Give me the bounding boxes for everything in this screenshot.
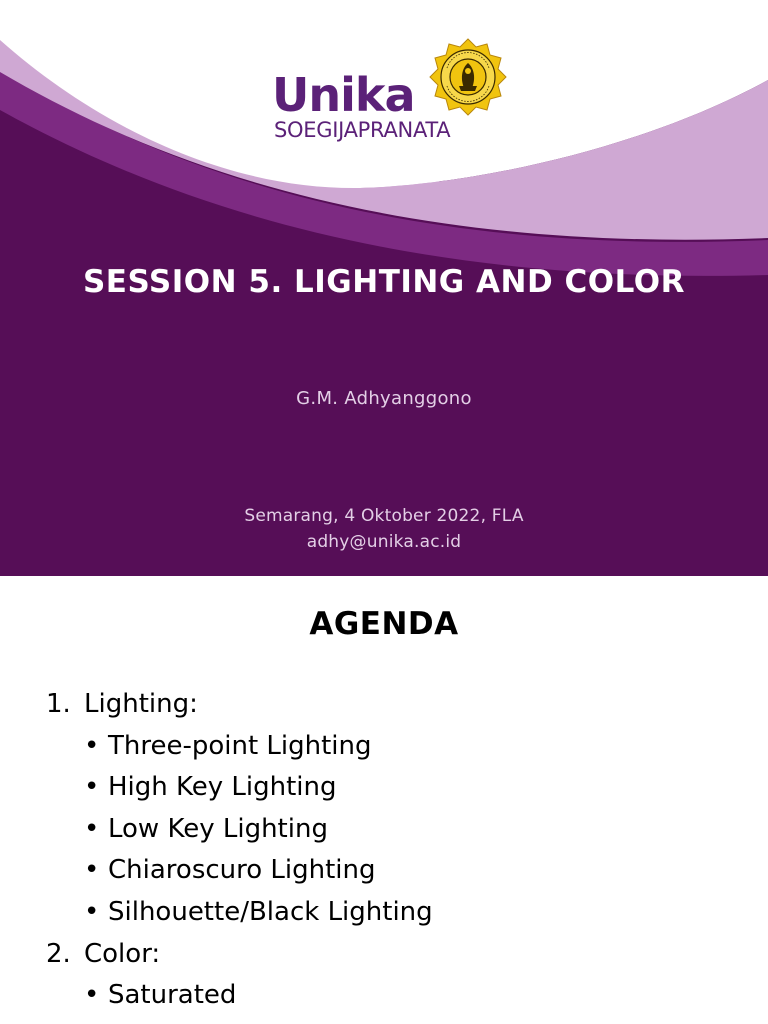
place-date: Semarang, 4 Oktober 2022, FLA — [244, 506, 524, 526]
item-number: 2. — [46, 938, 71, 969]
item-number: 1. — [46, 689, 71, 719]
agenda-subitem — [46, 892, 433, 934]
agenda-subitem — [46, 726, 433, 768]
item-label: Lighting: — [84, 689, 198, 719]
bullet-icon: • — [84, 772, 100, 803]
agenda-subitem — [46, 767, 433, 809]
author-email: adhy@unika.ac.id — [306, 532, 462, 552]
subitem-label: High Key Lighting — [108, 772, 337, 803]
agenda-subitem — [46, 850, 433, 892]
bullet-icon: • — [84, 813, 100, 844]
agenda-title: AGENDA — [309, 606, 459, 642]
logo-subname: SOEGIJAPRANATA — [274, 118, 451, 142]
logo-wordmark: Unika — [272, 68, 415, 122]
agenda-slide — [0, 576, 768, 1024]
bullet-icon: • — [84, 730, 100, 761]
agenda-item-color — [46, 934, 433, 976]
bullet-icon: • — [84, 896, 100, 927]
subitem-label: Chiaroscuro Lighting — [108, 855, 376, 886]
item-label: Color: — [84, 938, 161, 969]
subitem-label: Low Key Lighting — [108, 813, 328, 844]
agenda-subitem — [46, 975, 433, 1017]
bullet-icon: • — [84, 855, 100, 886]
bullet-icon: • — [84, 980, 100, 1011]
subitem-label: Three-point Lighting — [108, 730, 372, 761]
university-seal-icon — [429, 38, 507, 116]
author-name: G.M. Adhyanggono — [296, 388, 472, 409]
agenda-item-lighting — [46, 684, 433, 726]
agenda-list — [46, 684, 433, 1017]
agenda-subitem — [46, 809, 433, 851]
university-logo — [272, 38, 512, 148]
subitem-label: Saturated — [108, 980, 237, 1011]
subitem-label: Silhouette/Black Lighting — [108, 896, 433, 927]
slide-title: SESSION 5. LIGHTING AND COLOR — [82, 264, 685, 300]
